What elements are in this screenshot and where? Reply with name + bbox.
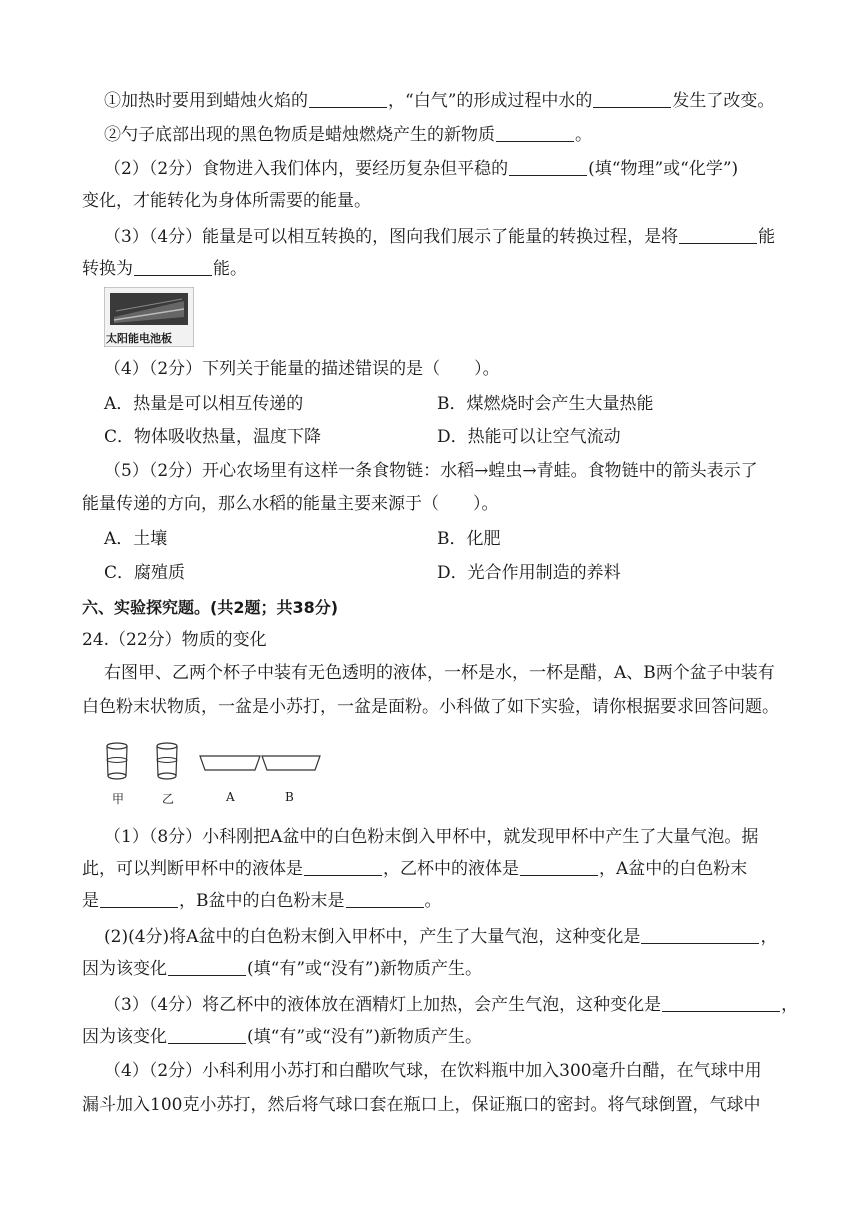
q1b-line — [104, 124, 592, 146]
answer-blank[interactable] — [593, 106, 671, 108]
p2-line-1 — [104, 926, 777, 948]
q5-option-d: D．光合作用制造的养料 — [437, 563, 621, 583]
text: 。 — [424, 891, 442, 911]
q24-intro-1: 右图甲、乙两个杯子中装有无色透明的液体，一杯是水，一杯是醋，A、B两个盆子中装有 — [104, 663, 775, 683]
text: 发生了改变。 — [672, 91, 775, 111]
label-jia: 甲 — [112, 792, 125, 806]
cup-jia-icon — [107, 743, 127, 779]
answer-blank[interactable] — [641, 942, 759, 944]
text: 因为该变化 — [82, 1027, 167, 1047]
q5-option-b: B．化肥 — [437, 529, 501, 549]
answer-blank[interactable] — [496, 140, 574, 142]
p1-line-3 — [82, 890, 442, 912]
answer-blank[interactable] — [304, 874, 382, 876]
text: ②勺子底部出现的黑色物质是蜡烛燃烧产生的新物质 — [104, 125, 495, 145]
label-yi: 乙 — [162, 792, 175, 806]
text: 此，可以判断甲杯中的液体是 — [82, 859, 303, 879]
text: (填“有”或“没有”)新物质产生。 — [247, 1027, 483, 1047]
text: ，乙杯中的液体是 — [383, 859, 519, 879]
text: 。 — [575, 125, 592, 145]
q4-option-d: D．热能可以让空气流动 — [437, 427, 621, 447]
text: (2)(4分)将A盆中的白色粉末倒入甲杯中，产生了大量气泡，这种变化是 — [104, 927, 641, 947]
text: （2）（2分）食物进入我们体内，要经历复杂但平稳的 — [104, 159, 509, 179]
q2-line — [104, 158, 738, 180]
answer-blank[interactable] — [168, 974, 246, 976]
answer-blank[interactable] — [168, 1042, 246, 1044]
text: (填“物理”或“化学”) — [588, 159, 739, 179]
q5-line-2: 能量传递的方向，那么水稻的能量主要来源于（ ）。 — [82, 494, 499, 514]
q3-line — [104, 226, 775, 248]
p4-line-1: （4）（2分）小科利用小苏打和白醋吹气球，在饮料瓶中加入300毫升白醋，在气球中用 — [104, 1061, 762, 1081]
p3-line-1 — [104, 994, 798, 1016]
label-a: A — [226, 790, 235, 804]
q24-intro-2: 白色粉末状物质，一盆是小苏打，一盆是面粉。小科做了如下实验，请你根据要求回答问题。 — [82, 697, 779, 717]
answer-blank[interactable] — [662, 1010, 780, 1012]
text: ， — [760, 927, 778, 947]
text: ，A盆中的白色粉末 — [599, 859, 748, 879]
basin-a-icon — [200, 756, 260, 770]
text: 能 — [758, 227, 776, 247]
label-b: B — [285, 790, 294, 804]
q2-line-2: 变化，才能转化为身体所需要的能量。 — [82, 191, 371, 211]
text: 转换为 — [82, 259, 133, 279]
q1a-line — [104, 90, 774, 112]
cup-yi-icon — [157, 743, 177, 779]
q5-option-c: C．腐殖质 — [104, 563, 186, 583]
answer-blank[interactable] — [520, 874, 598, 876]
q4-option-a: A．热量是可以相互传递的 — [104, 394, 304, 414]
answer-blank[interactable] — [309, 106, 387, 108]
text: ，“白气”的形成过程中水的 — [388, 91, 593, 111]
q4-option-c: C．物体吸收热量，温度下降 — [104, 427, 322, 447]
text: ， — [781, 995, 799, 1015]
answer-blank[interactable] — [679, 242, 757, 244]
p1-line-2 — [82, 858, 747, 880]
answer-blank[interactable] — [509, 174, 587, 176]
answer-blank[interactable] — [100, 906, 178, 908]
p4-line-2: 漏斗加入100克小苏打，然后将气球口套在瓶口上，保证瓶口的密封。将气球倒置，气球中 — [82, 1095, 761, 1115]
text: ，B盆中的白色粉末是 — [179, 891, 345, 911]
text: 是 — [82, 891, 99, 911]
text: 能。 — [213, 259, 247, 279]
q3-line-2 — [82, 258, 247, 280]
answer-blank[interactable] — [346, 906, 424, 908]
text: 因为该变化 — [82, 959, 167, 979]
text: （3）（4分）能量是可以相互转换的，图向我们展示了能量的转换过程，是将 — [104, 227, 679, 247]
q4-line: （4）（2分）下列关于能量的描述错误的是（ ）。 — [104, 359, 500, 379]
q5-option-a: A．土壤 — [104, 529, 168, 549]
q4-option-b: B．煤燃烧时会产生大量热能 — [437, 394, 654, 414]
p2-line-2 — [82, 958, 482, 980]
p3-line-2 — [82, 1026, 482, 1048]
answer-blank[interactable] — [134, 274, 212, 276]
text: （3）（4分）将乙杯中的液体放在酒精灯上加热，会产生气泡，这种变化是 — [104, 995, 662, 1015]
text: (填“有”或“没有”)新物质产生。 — [247, 959, 483, 979]
p1-line-1: （1）（8分）小科刚把A盆中的白色粉末倒入甲杯中，就发现甲杯中产生了大量气泡。据 — [104, 827, 759, 847]
text: ①加热时要用到蜡烛火焰的 — [104, 91, 308, 111]
basin-b-icon — [262, 756, 320, 770]
q24-title: 24.（22分）物质的变化 — [82, 630, 267, 650]
q5-line: （5）（2分）开心农场里有这样一条食物链：水稻→蝗虫→青蛙。食物链中的箭头表示了 — [104, 461, 758, 481]
solar-caption: 太阳能电池板 — [106, 332, 172, 345]
section-heading: 六、实验探究题。(共2题；共38分) — [82, 598, 339, 617]
